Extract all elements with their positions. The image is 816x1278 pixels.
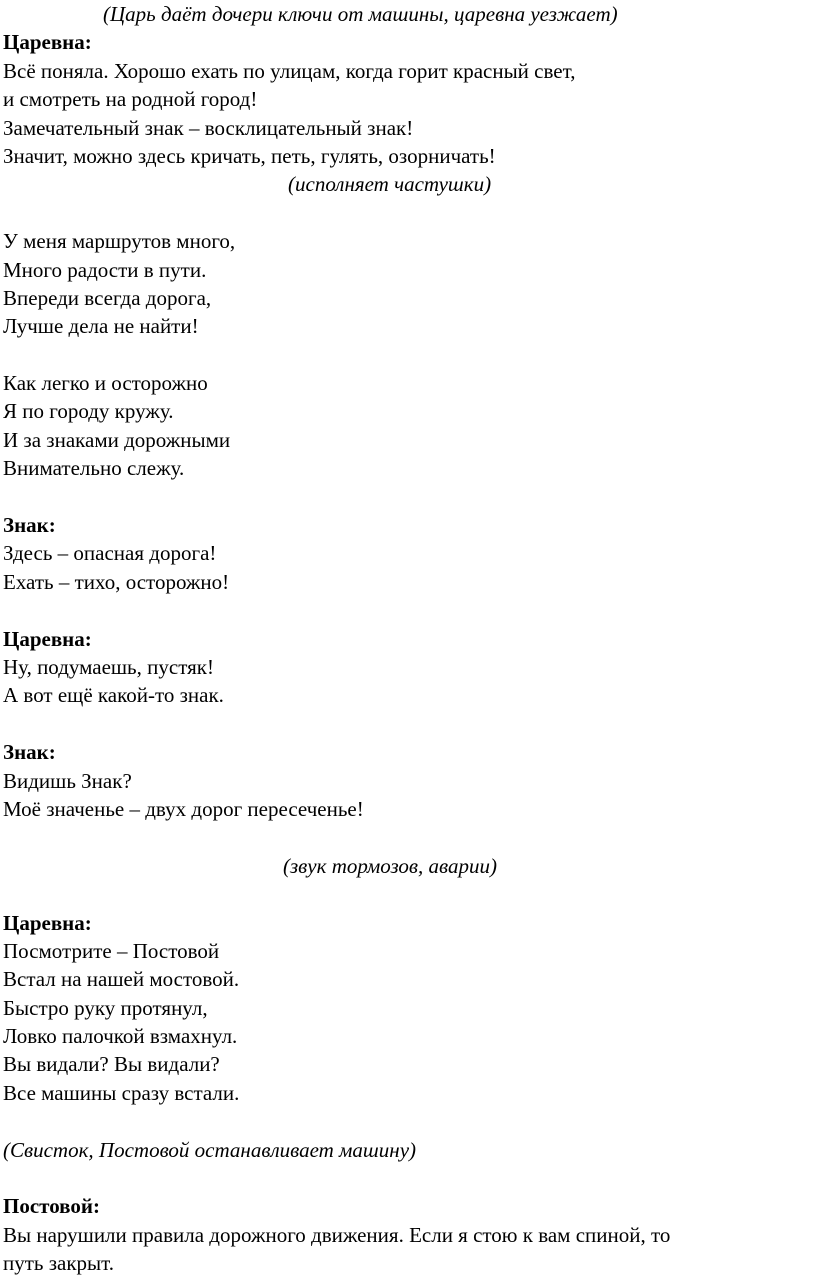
dialogue-line: Здесь – опасная дорога! bbox=[3, 541, 217, 566]
dialogue-line: Видишь Знак? bbox=[3, 768, 132, 793]
verse-line: Как легко и осторожно bbox=[3, 371, 208, 396]
blank-line bbox=[3, 341, 809, 369]
dialogue-line: Ловко палочкой взмахнул. bbox=[3, 1024, 238, 1049]
stage-direction-sound: (звук тормозов, аварии) bbox=[283, 853, 497, 878]
blank-line bbox=[3, 199, 809, 227]
blank-line bbox=[3, 1107, 809, 1135]
dialogue-line: Значит, можно здесь кричать, петь, гулять, озорничать! bbox=[3, 143, 496, 168]
verse-line: Внимательно слежу. bbox=[3, 456, 185, 481]
dialogue-line: Все машины сразу встали. bbox=[3, 1080, 240, 1105]
blank-line bbox=[3, 483, 809, 511]
verse-line: Много радости в пути. bbox=[3, 257, 207, 282]
verse-line: Впереди всегда дорога, bbox=[3, 285, 212, 310]
blank-line bbox=[3, 823, 809, 851]
speaker-tsarevna-1: Царевна: bbox=[3, 30, 92, 55]
opening-stage-direction: (Царь даёт дочери ключи от машины, царевна уезжает) bbox=[103, 2, 618, 26]
blank-line bbox=[3, 880, 809, 908]
dialogue-line: путь закрыт. bbox=[3, 1251, 115, 1276]
dialogue-line: Моё значенье – двух дорог пересеченье! bbox=[3, 796, 364, 821]
blank-line bbox=[3, 596, 809, 624]
dialogue-line: Всё поняла. Хорошо ехать по улицам, когда горит красный свет, bbox=[3, 58, 576, 83]
dialogue-line: Ехать – тихо, осторожно! bbox=[3, 569, 230, 594]
speaker-znak-2: Знак: bbox=[3, 740, 56, 765]
dialogue-line: Вы нарушили правила дорожного движения. Если я стою к вам спиной, то bbox=[3, 1222, 671, 1247]
dialogue-line: А вот ещё какой-то знак. bbox=[3, 683, 224, 708]
verse-line: У меня маршрутов много, bbox=[3, 229, 236, 254]
verse-line: И за знаками дорожными bbox=[3, 427, 231, 452]
stage-direction-chastushki: (исполняет частушки) bbox=[288, 172, 492, 197]
stage-direction-whistle: (Свисток, Постовой останавливает машину) bbox=[3, 1137, 417, 1162]
dialogue-line: Вы видали? Вы видали? bbox=[3, 1052, 220, 1077]
speaker-tsarevna-2: Царевна: bbox=[3, 626, 92, 651]
dialogue-line: Посмотрите – Постовой bbox=[3, 938, 220, 963]
speaker-tsarevna-3: Царевна: bbox=[3, 910, 92, 935]
dialogue-line: Ну, подумаешь, пустяк! bbox=[3, 654, 214, 679]
speaker-znak-1: Знак: bbox=[3, 513, 56, 538]
dialogue-line: Встал на нашей мостовой. bbox=[3, 967, 240, 992]
document-page bbox=[3, 0, 809, 1278]
blank-line bbox=[3, 1164, 809, 1192]
dialogue-line: Замечательный знак – восклицательный знак! bbox=[3, 115, 414, 140]
speaker-postovoy: Постовой: bbox=[3, 1194, 100, 1219]
dialogue-line: Быстро руку протянул, bbox=[3, 995, 208, 1020]
blank-line bbox=[3, 710, 809, 738]
verse-line: Я по городу кружу. bbox=[3, 399, 174, 424]
dialogue-line: и смотреть на родной город! bbox=[3, 87, 258, 112]
verse-line: Лучше дела не найти! bbox=[3, 314, 199, 339]
